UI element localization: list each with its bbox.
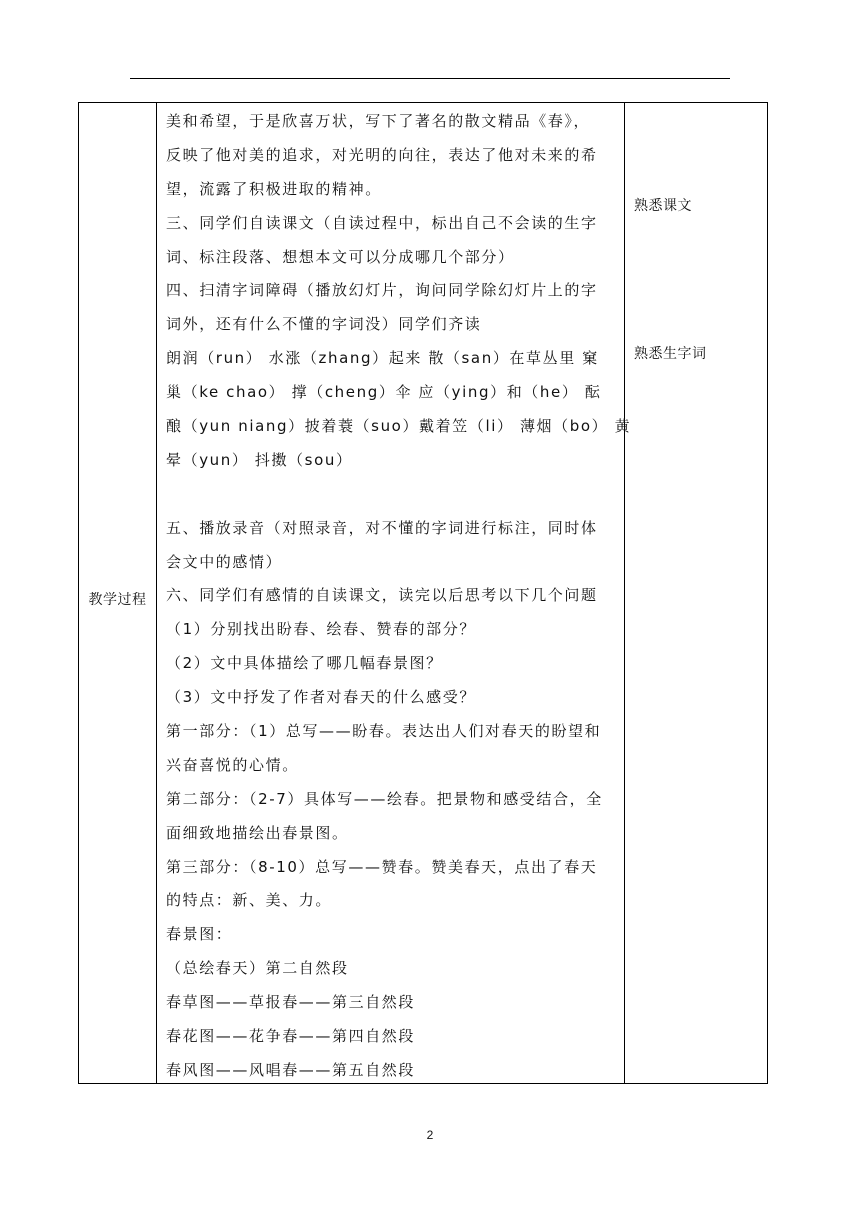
content-line: （1）分别找出盼春、绘春、赞春的部分？: [166, 620, 476, 639]
content-line: 酿（yun niang）披着蓑（suo）戴着笠（li） 薄烟（bo） 黄: [166, 417, 632, 436]
content-cell: [166, 105, 632, 1088]
content-line: （2）文中具体描绘了哪几幅春景图？: [166, 654, 443, 673]
content-line: 春风图——风唱春——第五自然段: [166, 1060, 416, 1079]
content-line: （总绘春天）第二自然段: [166, 959, 349, 978]
content-line: 六、同学们有感情的自读课文，读完以后思考以下几个问题: [166, 586, 598, 605]
content-line: 晕（yun） 抖擞（sou）: [166, 450, 353, 469]
content-line: 春草图——草报春——第三自然段: [166, 993, 416, 1012]
lesson-table: [78, 102, 768, 1084]
column-divider: [156, 103, 157, 1083]
content-line: 词、标注段落、想想本文可以分成哪几个部分）: [166, 247, 515, 266]
content-line: 的特点：新、美、力。: [166, 891, 333, 910]
content-line: 美和希望，于是欣喜万状，写下了著名的散文精品《春》，: [166, 112, 591, 130]
content-line: 春花图——花争春——第四自然段: [166, 1027, 416, 1046]
content-line: 第三部分：（8-10）总写——赞春。赞美春天，点出了春天: [166, 857, 598, 876]
content-line: [166, 478, 618, 512]
note-familiarize-text: 熟悉课文: [634, 198, 692, 214]
header-rule: [130, 78, 730, 79]
content-line: （3）文中抒发了作者对春天的什么感受？: [166, 688, 476, 707]
section-label-cell: [79, 103, 156, 1083]
page-number: 2: [426, 1128, 434, 1142]
content-line: 第一部分：（1）总写——盼春。表达出人们对春天的盼望和: [166, 722, 602, 741]
content-line: 五、播放录音（对照录音，对不懂的字词进行标注，同时体: [166, 518, 598, 537]
section-label: 教学过程: [88, 592, 147, 608]
content-line: 兴奋喜悦的心情。: [166, 755, 299, 774]
content-line: 词外，还有什么不懂的字词没）同学们齐读: [166, 315, 482, 334]
content-line: 望，流露了积极进取的精神。: [166, 179, 382, 198]
content-line: 会文中的感情）: [166, 552, 283, 571]
content-line: 春景图：: [166, 925, 233, 944]
content-line: 朗润（run） 水涨（zhang）起来 散（san）在草丛里 窠: [166, 349, 599, 368]
content-line: 面细致地描绘出春景图。: [166, 823, 349, 842]
content-line: 第二部分：（2-7）具体写——绘春。把景物和感受结合，全: [166, 789, 603, 808]
content-line: 反映了他对美的追求，对光明的向往，表达了他对未来的希: [166, 145, 598, 164]
content-line: 四、扫清字词障碍（播放幻灯片，询问同学除幻灯片上的字: [166, 281, 598, 300]
content-line: 三、同学们自读课文（自读过程中，标出自己不会读的生字: [166, 213, 598, 232]
content-line: 巢（ke chao） 撑（cheng）伞 应（ying）和（he） 酝: [166, 383, 602, 402]
note-familiarize-words: 熟悉生字词: [634, 346, 707, 362]
column-divider: [624, 103, 625, 1083]
